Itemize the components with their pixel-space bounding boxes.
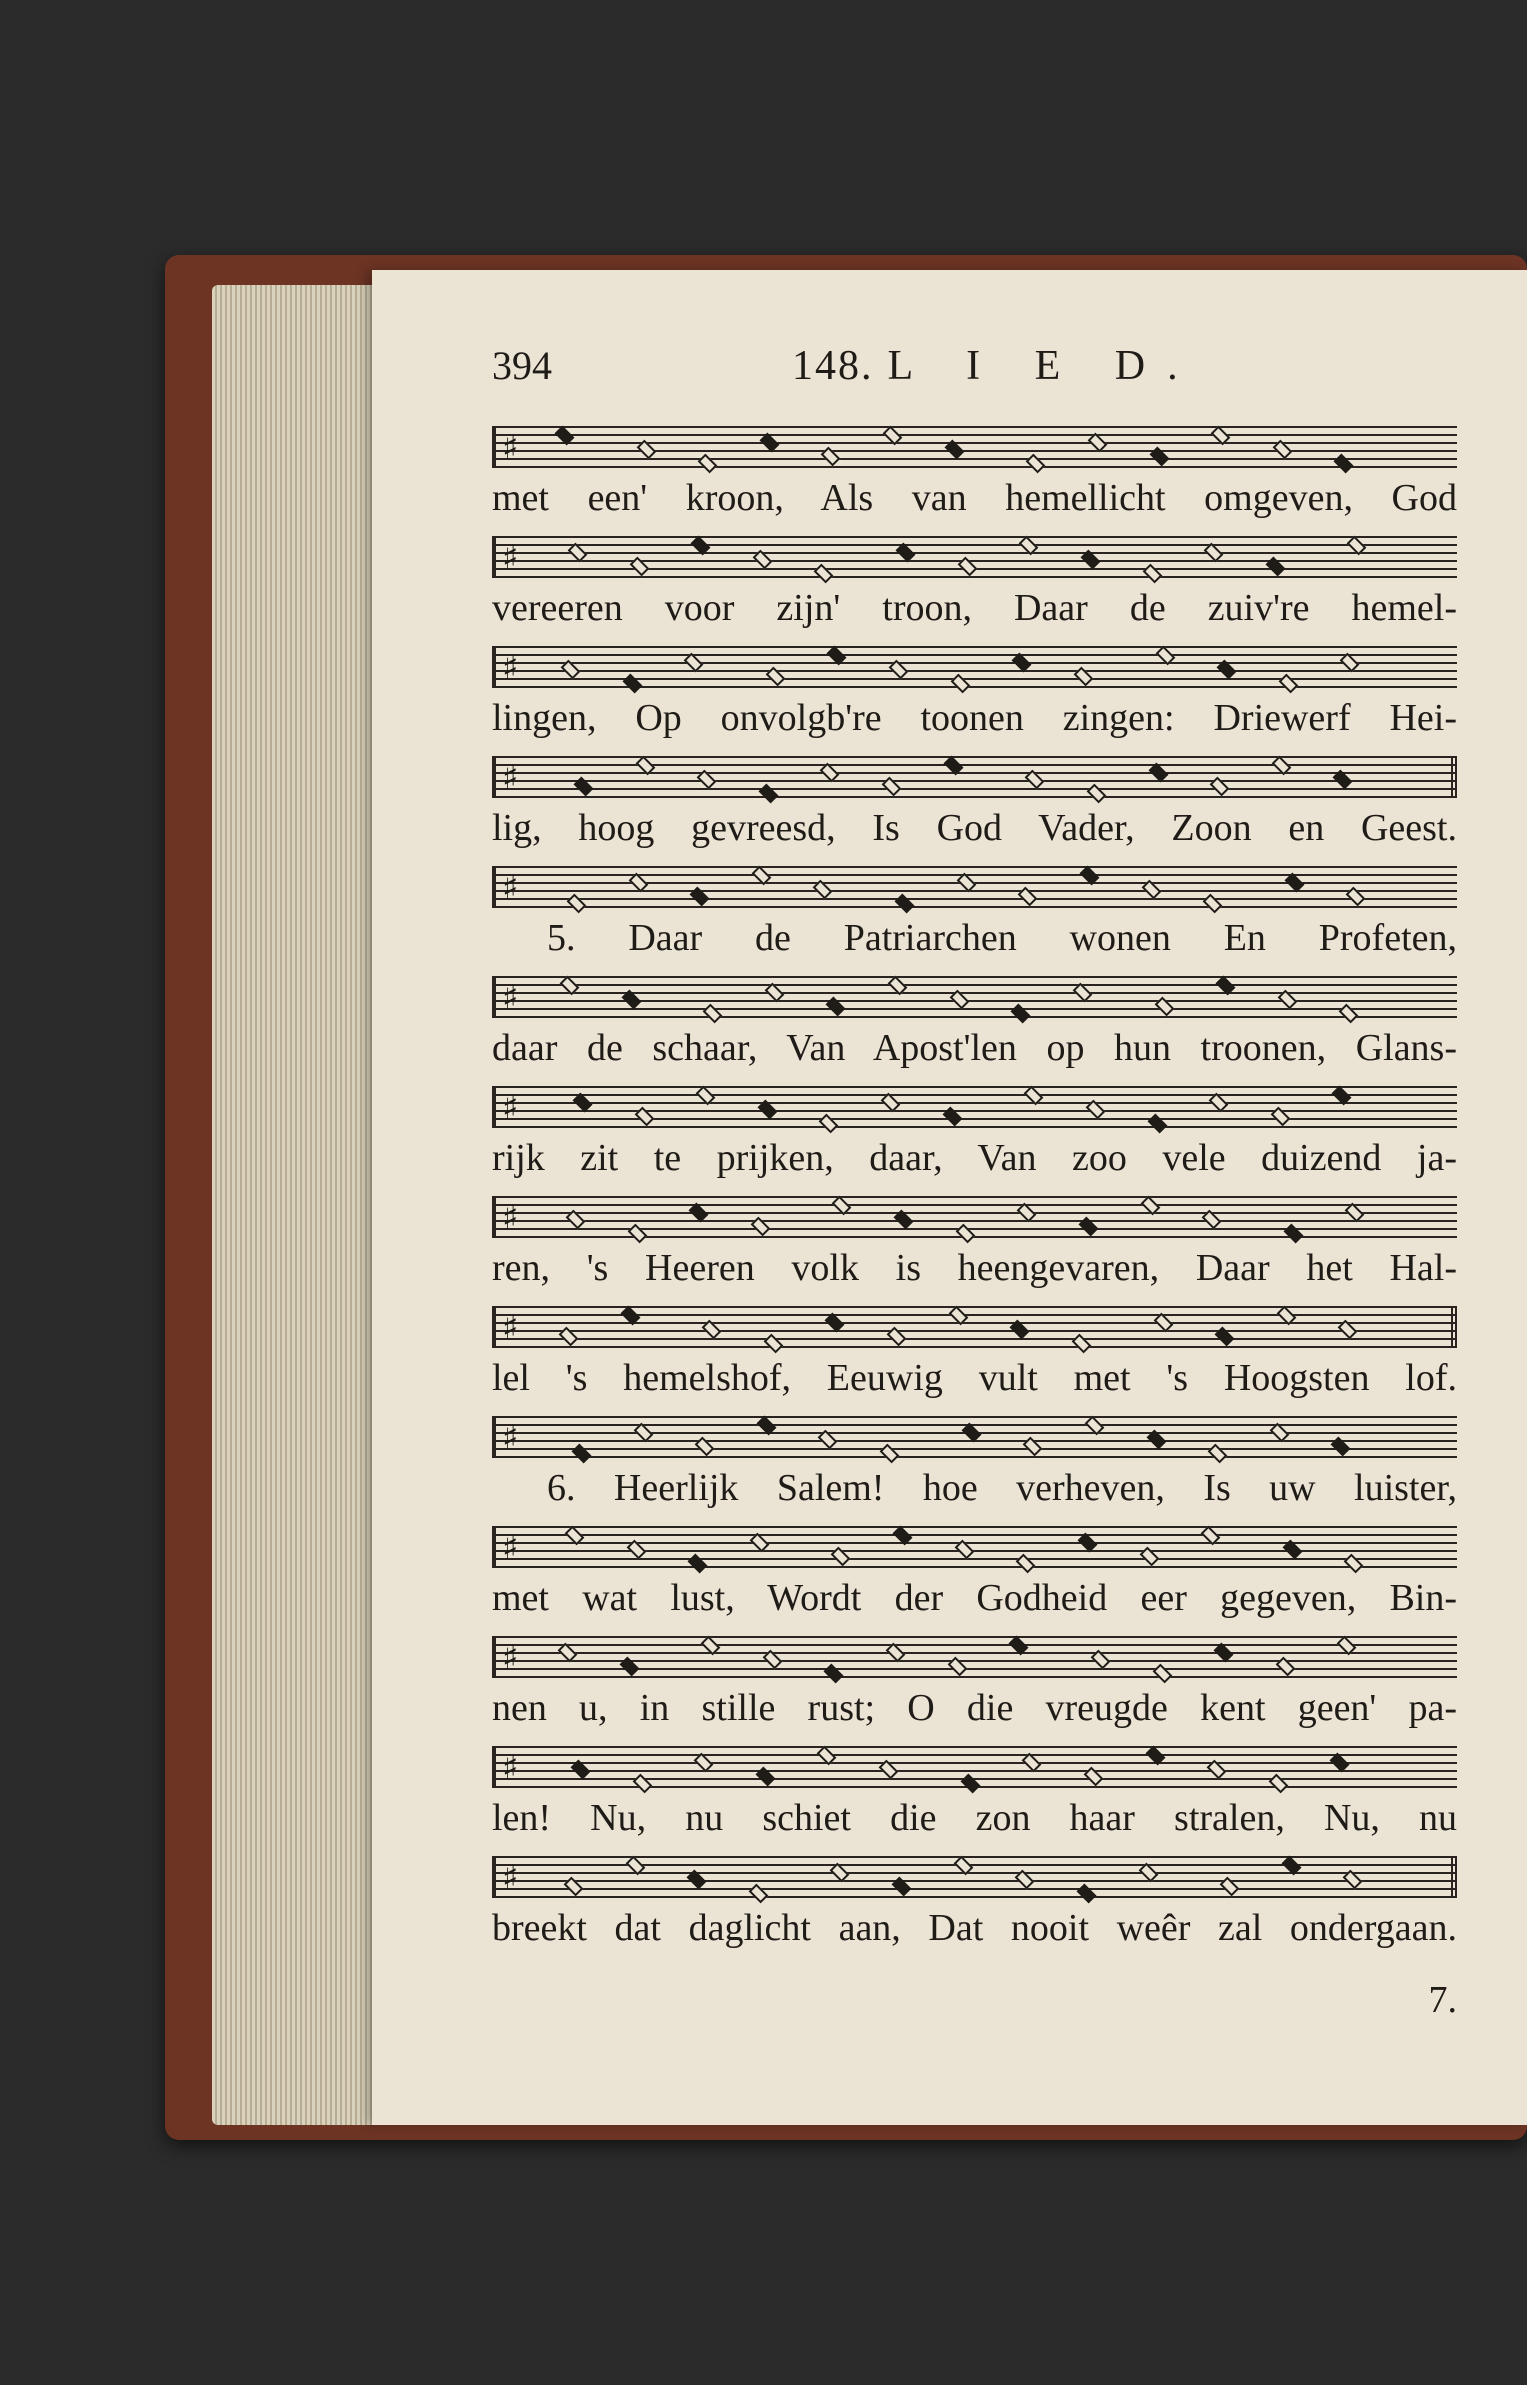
- clef-icon: ♯: [502, 1088, 519, 1128]
- note-head-icon: [1203, 894, 1223, 914]
- note-head-icon: [1081, 550, 1101, 570]
- note-head-icon: [825, 1313, 845, 1333]
- note-head-icon: [688, 1554, 708, 1574]
- music-staff: [492, 1746, 1457, 1788]
- note-head-icon: [1154, 997, 1174, 1017]
- hymn-title: L I E D.: [887, 343, 1200, 389]
- note-head-icon: [1016, 1554, 1036, 1574]
- note-head-icon: [1269, 1423, 1289, 1443]
- note-head-icon: [1330, 1753, 1350, 1773]
- note-head-icon: [1026, 454, 1046, 474]
- note-head-icon: [1023, 1437, 1043, 1457]
- lyric-line: len! Nu, nu schiet die zon haar stralen, Nu, nu: [492, 1797, 1457, 1839]
- note-head-icon: [821, 447, 841, 467]
- note-head-icon: [622, 674, 642, 694]
- note-head-icon: [629, 557, 649, 577]
- page-edges: [212, 285, 387, 2125]
- note-head-icon: [572, 1444, 592, 1464]
- note-head-icon: [762, 1650, 782, 1670]
- note-head-icon: [626, 1540, 646, 1560]
- note-head-icon: [764, 983, 784, 1003]
- note-head-icon: [1025, 770, 1045, 790]
- note-head-icon: [1283, 1224, 1303, 1244]
- music-system: [492, 862, 1457, 972]
- music-staff: [492, 426, 1457, 468]
- note-head-icon: [819, 1114, 839, 1134]
- note-head-icon: [889, 660, 909, 680]
- lyric-line: met een' kroon, Als van hemellicht omgeven, God: [492, 477, 1457, 519]
- clef-icon: ♯: [502, 428, 519, 468]
- music-system: [492, 1632, 1457, 1742]
- note-head-icon: [1017, 1203, 1037, 1223]
- music-system: [492, 1302, 1457, 1412]
- note-head-icon: [1214, 1643, 1234, 1663]
- note-head-icon: [1204, 543, 1224, 563]
- note-head-icon: [1277, 990, 1297, 1010]
- note-head-icon: [1011, 1004, 1031, 1024]
- note-head-icon: [960, 1774, 980, 1794]
- note-head-icon: [698, 454, 718, 474]
- note-head-icon: [830, 1863, 850, 1883]
- note-head-icon: [1085, 1416, 1105, 1436]
- note-head-icon: [948, 1306, 968, 1326]
- note-head-icon: [824, 1664, 844, 1684]
- note-head-icon: [953, 1856, 973, 1876]
- note-head-icon: [1072, 1334, 1092, 1354]
- music-system: [492, 1522, 1457, 1632]
- note-head-icon: [1270, 1107, 1290, 1127]
- note-head-icon: [820, 763, 840, 783]
- music-staff: [492, 646, 1457, 688]
- music-staff: [492, 1526, 1457, 1568]
- lyric-line: met wat lust, Wordt der Godheid eer gegeven, Bin-: [492, 1577, 1457, 1619]
- note-head-icon: [961, 1423, 981, 1443]
- note-head-icon: [1278, 674, 1298, 694]
- note-head-icon: [832, 1196, 852, 1216]
- note-head-icon: [1217, 660, 1237, 680]
- lyric-line: ren, 's Heeren volk is heengevaren, Daar het Hal-: [492, 1247, 1457, 1289]
- music-system: [492, 1852, 1457, 1962]
- note-head-icon: [1147, 1114, 1167, 1134]
- note-head-icon: [635, 756, 655, 776]
- note-head-icon: [880, 1444, 900, 1464]
- note-head-icon: [1077, 1884, 1097, 1904]
- note-head-icon: [955, 1224, 975, 1244]
- note-head-icon: [625, 1856, 645, 1876]
- note-head-icon: [1331, 1437, 1351, 1457]
- note-head-icon: [1140, 1196, 1160, 1216]
- note-head-icon: [1152, 1664, 1172, 1684]
- note-head-icon: [684, 653, 704, 673]
- note-head-icon: [813, 880, 833, 900]
- note-head-icon: [947, 1657, 967, 1677]
- note-head-icon: [752, 550, 772, 570]
- note-head-icon: [1216, 976, 1236, 996]
- note-head-icon: [1340, 653, 1360, 673]
- note-head-icon: [1139, 1547, 1159, 1567]
- note-head-icon: [1202, 1210, 1222, 1230]
- clef-icon: ♯: [502, 1748, 519, 1788]
- note-head-icon: [1344, 1554, 1364, 1574]
- note-head-icon: [879, 1760, 899, 1780]
- note-head-icon: [1272, 440, 1292, 460]
- note-head-icon: [944, 440, 964, 460]
- note-head-icon: [1281, 1856, 1301, 1876]
- lyric-line: nen u, in stille rust; O die vreugde kent geen' pa-: [492, 1687, 1457, 1729]
- note-head-icon: [564, 1877, 584, 1897]
- music-staff: [492, 1856, 1457, 1898]
- clef-icon: ♯: [502, 1418, 519, 1458]
- note-head-icon: [632, 1774, 652, 1794]
- clef-icon: ♯: [502, 868, 519, 908]
- music-system: [492, 532, 1457, 642]
- note-head-icon: [1201, 1526, 1221, 1546]
- note-head-icon: [1215, 1327, 1235, 1347]
- note-head-icon: [636, 440, 656, 460]
- note-head-icon: [881, 1093, 901, 1113]
- note-head-icon: [757, 1100, 777, 1120]
- note-head-icon: [1138, 1863, 1158, 1883]
- clef-icon: ♯: [502, 1308, 519, 1348]
- note-head-icon: [627, 1224, 647, 1244]
- lyric-line: lig, hoog gevreesd, Is God Vader, Zoon en Geest.: [492, 807, 1457, 849]
- note-head-icon: [1091, 1650, 1111, 1670]
- note-head-icon: [1155, 646, 1175, 666]
- note-head-icon: [555, 426, 575, 446]
- note-head-icon: [1332, 1086, 1352, 1106]
- music-staff: [492, 976, 1457, 1018]
- note-head-icon: [702, 1320, 722, 1340]
- note-head-icon: [749, 1533, 769, 1553]
- music-system: [492, 642, 1457, 752]
- note-head-icon: [765, 667, 785, 687]
- note-head-icon: [1015, 1870, 1035, 1890]
- music-system: [492, 1192, 1457, 1302]
- note-head-icon: [1271, 756, 1291, 776]
- note-head-icon: [1211, 426, 1231, 446]
- note-head-icon: [1339, 1004, 1359, 1024]
- note-head-icon: [1282, 1540, 1302, 1560]
- note-head-icon: [817, 1746, 837, 1766]
- note-head-icon: [1337, 1636, 1357, 1656]
- music-staff: [492, 866, 1457, 908]
- music-staff: [492, 756, 1457, 798]
- lyric-line: 6. Heerlijk Salem! hoe verheven, Is uw luister,: [547, 1467, 1457, 1509]
- note-head-icon: [694, 1753, 714, 1773]
- note-head-icon: [1345, 1203, 1365, 1223]
- music-staff: [492, 536, 1457, 578]
- note-head-icon: [689, 1203, 709, 1223]
- note-head-icon: [697, 770, 717, 790]
- note-head-icon: [1009, 1636, 1029, 1656]
- note-head-icon: [763, 1334, 783, 1354]
- note-head-icon: [1210, 777, 1230, 797]
- note-head-icon: [559, 1327, 579, 1347]
- note-head-icon: [1275, 1657, 1295, 1677]
- note-head-icon: [1207, 1760, 1227, 1780]
- note-head-icon: [1080, 866, 1100, 886]
- note-head-icon: [1141, 880, 1161, 900]
- note-head-icon: [1142, 564, 1162, 584]
- note-head-icon: [942, 1107, 962, 1127]
- note-head-icon: [1022, 1753, 1042, 1773]
- note-head-icon: [956, 873, 976, 893]
- note-head-icon: [1209, 1093, 1229, 1113]
- note-head-icon: [703, 1004, 723, 1024]
- clef-icon: ♯: [502, 1638, 519, 1678]
- note-head-icon: [886, 1643, 906, 1663]
- note-head-icon: [568, 543, 588, 563]
- note-head-icon: [573, 1093, 593, 1113]
- note-head-icon: [755, 1767, 775, 1787]
- note-head-icon: [887, 1327, 907, 1347]
- music-staff: [492, 1636, 1457, 1678]
- music-system: [492, 752, 1457, 862]
- note-head-icon: [1019, 536, 1039, 556]
- note-head-icon: [888, 976, 908, 996]
- clef-icon: ♯: [502, 978, 519, 1018]
- running-header: [492, 342, 1457, 422]
- music-system: [492, 422, 1457, 532]
- note-head-icon: [1284, 873, 1304, 893]
- note-head-icon: [571, 1760, 591, 1780]
- music-staff: [492, 1086, 1457, 1128]
- clef-icon: ♯: [502, 1528, 519, 1568]
- note-head-icon: [634, 1107, 654, 1127]
- note-head-icon: [1012, 653, 1032, 673]
- lyric-line: 5. Daar de Patriarchen wonen En Profeten,: [547, 917, 1457, 959]
- clef-icon: ♯: [502, 538, 519, 578]
- lyric-line: daar de schaar, Van Apost'len op hun troonen, Glans-: [492, 1027, 1457, 1069]
- note-head-icon: [759, 433, 779, 453]
- clef-icon: ♯: [502, 1198, 519, 1238]
- note-head-icon: [827, 646, 847, 666]
- note-head-icon: [892, 1877, 912, 1897]
- note-head-icon: [943, 756, 963, 776]
- note-head-icon: [893, 1526, 913, 1546]
- note-head-icon: [701, 1636, 721, 1656]
- note-head-icon: [1146, 1430, 1166, 1450]
- book-page: [372, 270, 1527, 2125]
- note-head-icon: [687, 1870, 707, 1890]
- music-system: [492, 1082, 1457, 1192]
- note-head-icon: [1338, 1320, 1358, 1340]
- note-head-icon: [883, 426, 903, 446]
- note-head-icon: [696, 1086, 716, 1106]
- note-head-icon: [758, 784, 778, 804]
- note-head-icon: [748, 1884, 768, 1904]
- note-head-icon: [1087, 784, 1107, 804]
- note-head-icon: [1084, 1767, 1104, 1787]
- note-head-icon: [1024, 1086, 1044, 1106]
- note-head-icon: [628, 873, 648, 893]
- note-head-icon: [1343, 1870, 1363, 1890]
- catchword: 7.: [1428, 1979, 1457, 2021]
- lyric-line: breekt dat daglicht aan, Dat nooit weêr zal ondergaan.: [492, 1907, 1457, 1949]
- note-head-icon: [1268, 1774, 1288, 1794]
- note-head-icon: [751, 866, 771, 886]
- note-head-icon: [814, 564, 834, 584]
- note-head-icon: [1347, 536, 1367, 556]
- hymn-number: 148.: [792, 343, 874, 389]
- note-head-icon: [1149, 447, 1169, 467]
- footer-line: [492, 1962, 1457, 2022]
- note-head-icon: [1153, 1313, 1173, 1333]
- note-head-icon: [690, 887, 710, 907]
- note-head-icon: [1073, 983, 1093, 1003]
- note-head-icon: [1148, 763, 1168, 783]
- note-head-icon: [567, 894, 587, 914]
- note-head-icon: [1010, 1320, 1030, 1340]
- note-head-icon: [826, 997, 846, 1017]
- clef-icon: ♯: [502, 1858, 519, 1898]
- note-head-icon: [561, 660, 581, 680]
- music-staff: [492, 1196, 1457, 1238]
- note-head-icon: [831, 1547, 851, 1567]
- note-head-icon: [756, 1416, 776, 1436]
- note-head-icon: [896, 543, 916, 563]
- note-head-icon: [619, 1657, 639, 1677]
- note-head-icon: [565, 1526, 585, 1546]
- music-staff: [492, 1306, 1457, 1348]
- note-head-icon: [957, 557, 977, 577]
- lyric-line: lel 's hemelshof, Eeuwig vult met 's Hoogsten lof.: [492, 1357, 1457, 1399]
- note-head-icon: [949, 990, 969, 1010]
- note-head-icon: [1088, 433, 1108, 453]
- note-head-icon: [574, 777, 594, 797]
- note-head-icon: [560, 976, 580, 996]
- note-head-icon: [1333, 770, 1353, 790]
- clef-icon: ♯: [502, 758, 519, 798]
- note-head-icon: [818, 1430, 838, 1450]
- music-staff: [492, 1416, 1457, 1458]
- note-head-icon: [1145, 1746, 1165, 1766]
- note-head-icon: [1346, 887, 1366, 907]
- note-head-icon: [1086, 1100, 1106, 1120]
- note-head-icon: [750, 1217, 770, 1237]
- music-system: [492, 972, 1457, 1082]
- note-head-icon: [895, 894, 915, 914]
- music-system: [492, 1742, 1457, 1852]
- note-head-icon: [1074, 667, 1094, 687]
- lyric-line: rijk zit te prijken, daar, Van zoo vele duizend ja-: [492, 1137, 1457, 1179]
- note-head-icon: [691, 536, 711, 556]
- hymn-heading: [792, 342, 1200, 390]
- music-system: [492, 1412, 1457, 1522]
- note-head-icon: [1079, 1217, 1099, 1237]
- note-head-icon: [633, 1423, 653, 1443]
- lyric-line: vereeren voor zijn' troon, Daar de zuiv're hemel-: [492, 587, 1457, 629]
- clef-icon: ♯: [502, 648, 519, 688]
- note-head-icon: [954, 1540, 974, 1560]
- note-head-icon: [1078, 1533, 1098, 1553]
- note-head-icon: [558, 1643, 578, 1663]
- note-head-icon: [566, 1210, 586, 1230]
- note-head-icon: [1220, 1877, 1240, 1897]
- page-content: [492, 342, 1457, 2022]
- page-number: 394: [492, 343, 552, 388]
- note-head-icon: [894, 1210, 914, 1230]
- note-head-icon: [620, 1306, 640, 1326]
- note-head-icon: [695, 1437, 715, 1457]
- note-head-icon: [621, 990, 641, 1010]
- note-head-icon: [1018, 887, 1038, 907]
- note-head-icon: [950, 674, 970, 694]
- note-head-icon: [882, 777, 902, 797]
- note-head-icon: [1276, 1306, 1296, 1326]
- note-head-icon: [1334, 454, 1354, 474]
- note-head-icon: [1208, 1444, 1228, 1464]
- note-head-icon: [1265, 557, 1285, 577]
- lyric-line: lingen, Op onvolgb're toonen zingen: Driewerf Hei-: [492, 697, 1457, 739]
